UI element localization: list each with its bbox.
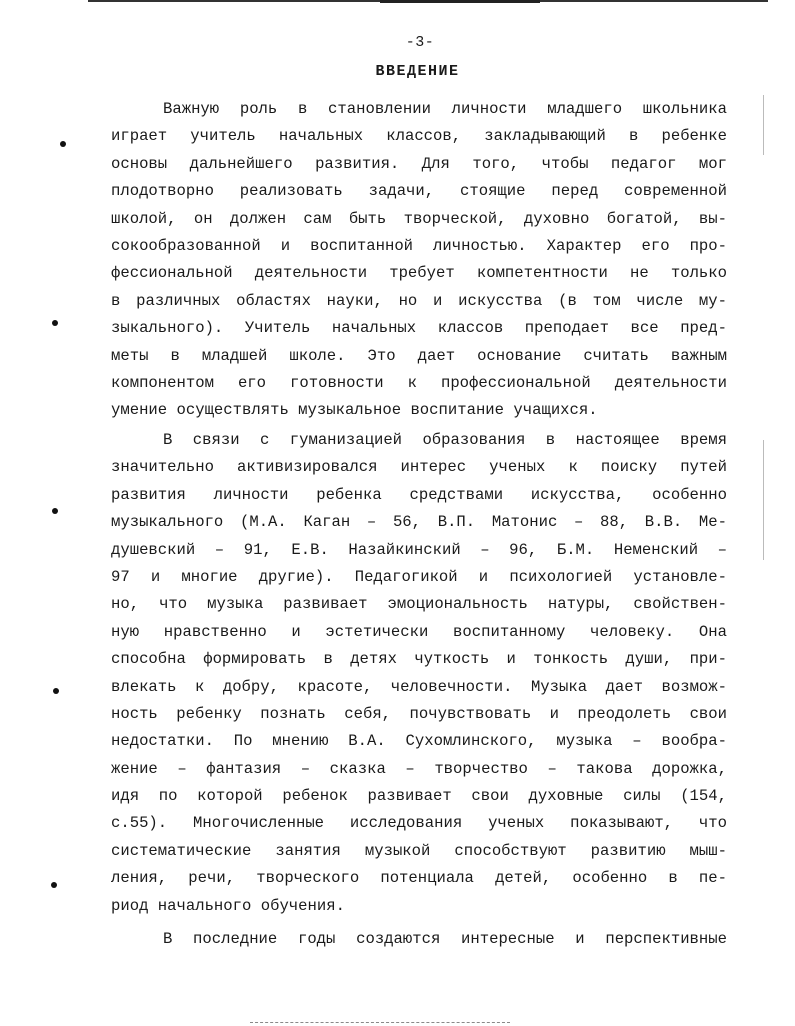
- text-line: плодотворно реализовать задачи, стоящие перед современной: [111, 182, 727, 201]
- scan-right-edge: [763, 440, 764, 560]
- text-line: играет учитель начальных классов, закладывающий в ребенке: [111, 127, 727, 146]
- text-line: фессиональной деятельности требует компетентности не только: [111, 264, 727, 283]
- text-line: с.55). Многочисленные исследования ученых показывают, что: [111, 814, 727, 833]
- text-line: компонентом его готовности к профессиональной деятельности: [111, 373, 727, 392]
- binding-hole-mark: [53, 688, 59, 694]
- text-line: ления, речи, творческого потенциала детей, особенно в пе-: [111, 869, 727, 888]
- scan-right-edge: [763, 95, 764, 155]
- text-line: школой, он должен сам быть творческой, духовно богатой, вы-: [111, 209, 727, 228]
- text-line: В последние годы создаются интересные и перспективные: [163, 930, 727, 948]
- text-line: в различных областях науки, но и искусства (в том числе му-: [111, 291, 727, 310]
- text-line: риод начального обучения.: [111, 896, 345, 915]
- text-line: но, что музыка развивает эмоциональность натуры, свойствен-: [111, 595, 727, 614]
- binding-hole-mark: [51, 882, 57, 888]
- text-line: умение осуществлять музыкальное воспитание учащихся.: [111, 401, 598, 420]
- text-line: значительно активизировался интерес ученых к поиску путей: [111, 458, 727, 477]
- text-line: способна формировать в детях чуткость и тонкость души, при-: [111, 650, 727, 669]
- paragraph-3: [111, 926, 727, 953]
- text-line: жение – фантазия – сказка – творчество – такова дорожка,: [111, 759, 727, 778]
- text-line: систематические занятия музыкой способствуют развитию мыш-: [111, 841, 727, 860]
- binding-hole-mark: [52, 508, 58, 514]
- text-line: В связи с гуманизацией образования в настоящее время: [163, 431, 727, 449]
- text-line: Важную роль в становлении личности младшего школьника: [163, 100, 727, 118]
- scan-bottom-edge: [250, 1022, 510, 1024]
- text-line: 97 и многие другие). Педагогикой и психологией установле-: [111, 567, 727, 586]
- binding-hole-mark: [52, 320, 58, 326]
- text-line: меты в младшей школе. Это дает основание считать важным: [111, 346, 727, 365]
- text-line: основы дальнейшего развития. Для того, чтобы педагог мог: [111, 154, 727, 173]
- binding-hole-mark: [60, 141, 66, 147]
- text-line: зыкального). Учитель начальных классов преподает все пред-: [111, 319, 727, 338]
- text-line: ность ребенку познать себя, почувствовать и преодолеть свои: [111, 704, 727, 723]
- text-line: ную нравственно и эстетически воспитанному человеку. Она: [111, 622, 727, 641]
- paragraph-2: [111, 427, 727, 920]
- text-line: сокообразованной и воспитанной личностью. Характер его про-: [111, 236, 727, 255]
- text-line: влекать к добру, красоте, человечности. Музыка дает возмож-: [111, 677, 727, 696]
- text-line: душевский – 91, Е.В. Назайкинский – 96, Б.М. Неменский –: [111, 540, 727, 559]
- text-line: музыкального (М.А. Каган – 56, В.П. Матонис – 88, В.В. Ме-: [111, 513, 727, 532]
- text-line: развития личности ребенка средствами искусства, особенно: [111, 485, 727, 504]
- page-title: ВВЕДЕНИЕ: [375, 63, 460, 80]
- paragraph-1: [111, 96, 727, 425]
- text-line: идя по которой ребенок развивает свои духовные силы (154,: [111, 787, 727, 806]
- scan-top-edge-dark: [380, 0, 540, 3]
- text-line: недостатки. По мнению В.А. Сухомлинского, музыка – вообра-: [111, 732, 727, 751]
- page-number: -3-: [405, 34, 435, 51]
